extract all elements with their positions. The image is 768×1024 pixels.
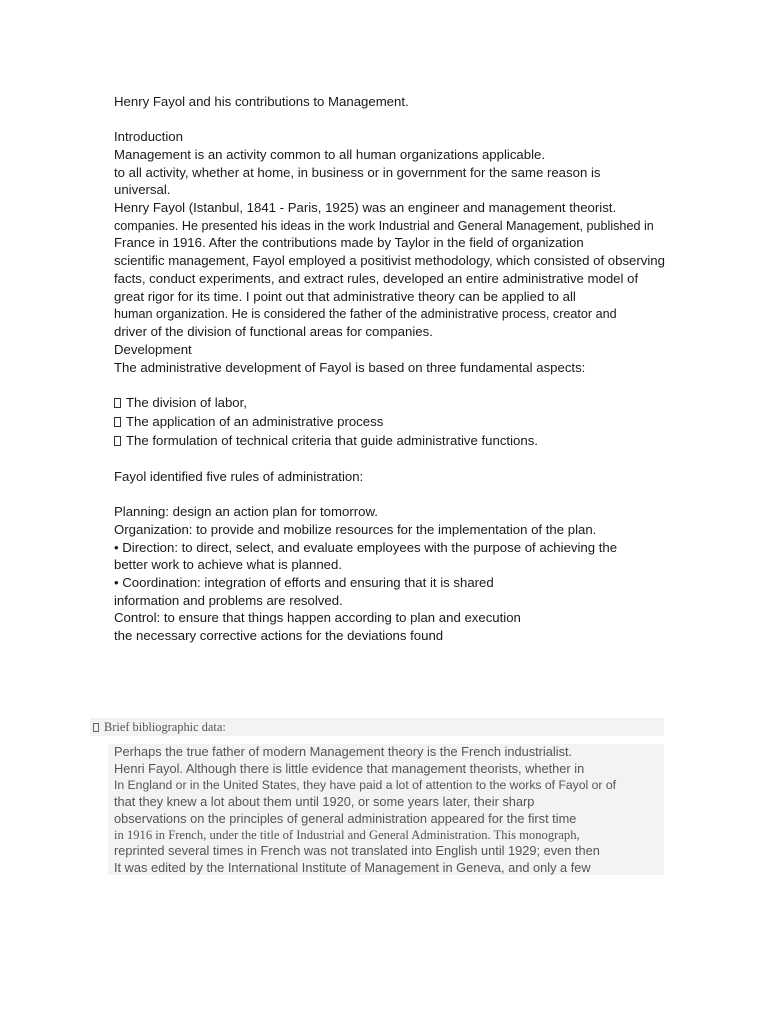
intro-line: driver of the division of functional areas for companies.	[114, 324, 433, 339]
intro-line: France in 1916. After the contributions made by Taylor in the field of organization	[114, 235, 584, 250]
bibliography-header-text: Brief bibliographic data:	[104, 720, 226, 734]
rule-line: • Direction: to direct, select, and evaluate employees with the purpose of achieving the	[114, 540, 618, 555]
bibliography-line: Perhaps the true father of modern Management theory is the French industrialist.	[114, 744, 573, 759]
box-bullet-icon	[114, 436, 121, 446]
development-heading: Development	[114, 342, 192, 357]
intro-line: companies. He presented his ideas in the work Industrial and General Management, published in	[114, 219, 654, 233]
aspect-text: The application of an administrative process	[126, 414, 384, 429]
rule-line: Planning: design an action plan for tomorrow.	[114, 504, 378, 519]
rule-line: information and problems are resolved.	[114, 593, 343, 608]
box-bullet-icon	[93, 723, 99, 732]
bibliography-line: observations on the principles of general administration appeared for the first time	[114, 811, 577, 826]
rule-line: the necessary corrective actions for the deviations found	[114, 628, 444, 643]
aspect-text: The formulation of technical criteria that guide administrative functions.	[126, 433, 538, 448]
intro-line: human organization. He is considered the father of the administrative process, creator and	[114, 307, 617, 321]
bibliography-line: It was edited by the International Institute of Management in Geneva, and only a few	[114, 860, 591, 875]
intro-line: scientific management, Fayol employed a positivist methodology, which consisted of observing	[114, 253, 665, 268]
aspect-item	[114, 414, 383, 430]
aspect-item	[114, 395, 247, 411]
intro-line: great rigor for its time. I point out that administrative theory can be applied to all	[114, 289, 576, 304]
bibliography-line: In England or in the United States, they have paid a lot of attention to the works of Fayol or of	[114, 778, 617, 792]
rule-line: Organization: to provide and mobilize resources for the implementation of the plan.	[114, 522, 597, 537]
development-intro: The administrative development of Fayol is based on three fundamental aspects:	[114, 360, 586, 375]
box-bullet-icon	[114, 398, 121, 408]
intro-line: to all activity, whether at home, in business or in government for the same reason is	[114, 165, 601, 180]
bibliography-line: reprinted several times in French was not translated into English until 1929; even then	[114, 843, 600, 858]
rule-line: better work to achieve what is planned.	[114, 557, 342, 572]
aspect-item	[114, 433, 538, 449]
intro-line: facts, conduct experiments, and extract rules, developed an entire administrative model of	[114, 271, 639, 286]
rule-line: Control: to ensure that things happen according to plan and execution	[114, 610, 521, 625]
bibliography-line: in 1916 in French, under the title of Industrial and General Administration. This monograph,	[114, 828, 580, 842]
intro-line: Henry Fayol (Istanbul, 1841 - Paris, 1925) was an engineer and management theorist.	[114, 200, 617, 215]
bibliography-block	[108, 744, 664, 875]
aspect-text: The division of labor,	[126, 395, 247, 410]
intro-line: universal.	[114, 182, 171, 197]
bibliography-line: that they knew a lot about them until 1920, or some years later, their sharp	[114, 794, 535, 809]
introduction-heading: Introduction	[114, 129, 183, 144]
bibliography-header	[90, 718, 664, 736]
bibliography-line: Henri Fayol. Although there is little evidence that management theorists, whether in	[114, 761, 585, 776]
document-title: Henry Fayol and his contributions to Management.	[114, 94, 409, 109]
box-bullet-icon	[114, 417, 121, 427]
rule-line: • Coordination: integration of efforts and ensuring that it is shared	[114, 575, 494, 590]
rules-intro: Fayol identified five rules of administration:	[114, 469, 364, 484]
intro-line: Management is an activity common to all human organizations applicable.	[114, 147, 546, 162]
